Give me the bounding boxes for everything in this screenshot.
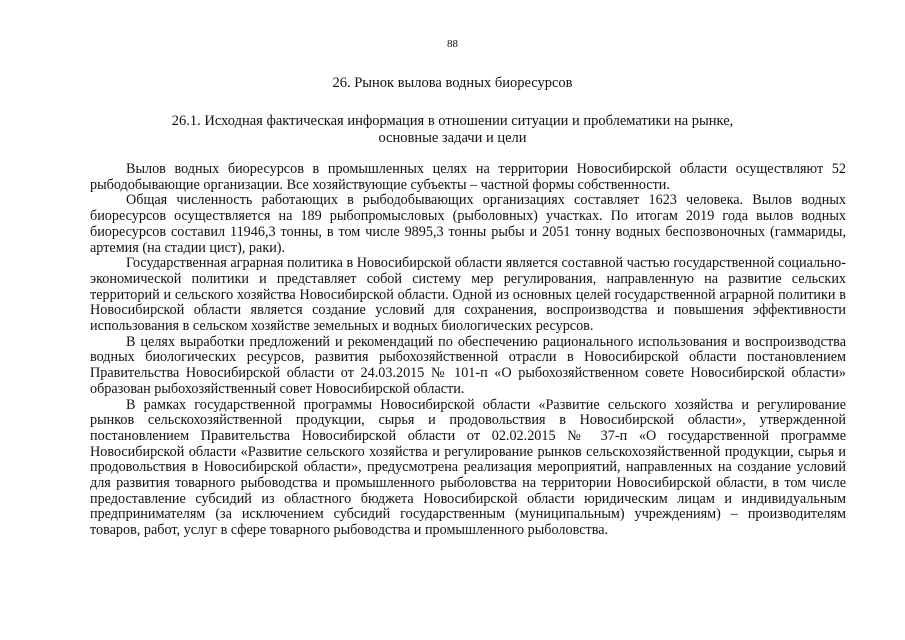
body-text	[90, 162, 846, 539]
paragraph: Общая численность работающих в рыбодобывающих организациях составляет 1623 человека. Вылов водных биоресурсов осуществляется на 189 рыбопромысловых (рыболовных) участках. По итогам 2019 года вылов водных биоресурсов составил 11946,3 тонны, в том числе 9895,3 тонны рыбы и 2051 тонну водных беспозвоночных (гаммариды, артемия (на стадии цист), раки).	[90, 192, 846, 256]
subsection-title-line-1: 26.1. Исходная фактическая информация в отношении ситуации и проблематики на рынке,	[171, 113, 734, 129]
paragraph: Государственная аграрная политика в Новосибирской области является составной частью государственной социально-экономической политики и представляет собой систему мер регулирования, направленную на развитие сельских территорий и сельского хозяйства Новосибирской области. Одной из основных целей государственной аграрной политики в Новосибирской области является создание условий для сохранения, воспроизводства и повышения эффективности использования в сельском хозяйстве земельных и водных биологических ресурсов.	[90, 255, 846, 335]
subsection-title	[0, 113, 905, 147]
subsection-title-line-2: основные задачи и цели	[378, 130, 527, 146]
section-title: 26. Рынок вылова водных биоресурсов	[332, 75, 573, 91]
paragraph: В рамках государственной программы Новосибирской области «Развитие сельского хозяйства и регулирование рынков сельскохозяйственной продукции, сырья и продовольствия в Новосибирской области», утвержденной постановлением Правительства Новосибирской области от 02.02.2015 № 37-п «О государственной программе Новосибирской области «Развитие сельского хозяйства и регулирование рынков сельскохозяйственной продукции, сырья и продовольствия в Новосибирской области», предусмотрена реализация мероприятий, направленных на создание условий для развития товарного рыбоводства и промышленного рыболовства на территории Новосибирской области, в том числе предоставление субсидий из областного бюджета Новосибирской области юридическим лицам и индивидуальным предпринимателям (за исключением субсидий государственным (муниципальным) учреждениям) – производителям товаров, работ, услуг в сфере товарного рыбоводства и промышленного рыболовства.	[90, 396, 846, 539]
paragraph: В целях выработки предложений и рекомендаций по обеспечению рационального использования и воспроизводства водных биологических ресурсов, развития рыбохозяйственной отрасли в Новосибирской области постановлением Правительства Новосибирской области от 24.03.2015 № 101-п «О рыбохозяйственном совете Новосибирской области» образован рыбохозяйственный совет Новосибирской области.	[90, 333, 846, 397]
paragraph: Вылов водных биоресурсов в промышленных целях на территории Новосибирской области осуществляют 52 рыбодобывающие организации. Все хозяйствующие субъекты – частной формы собственности.	[90, 161, 846, 193]
page-number: 88	[447, 38, 458, 50]
